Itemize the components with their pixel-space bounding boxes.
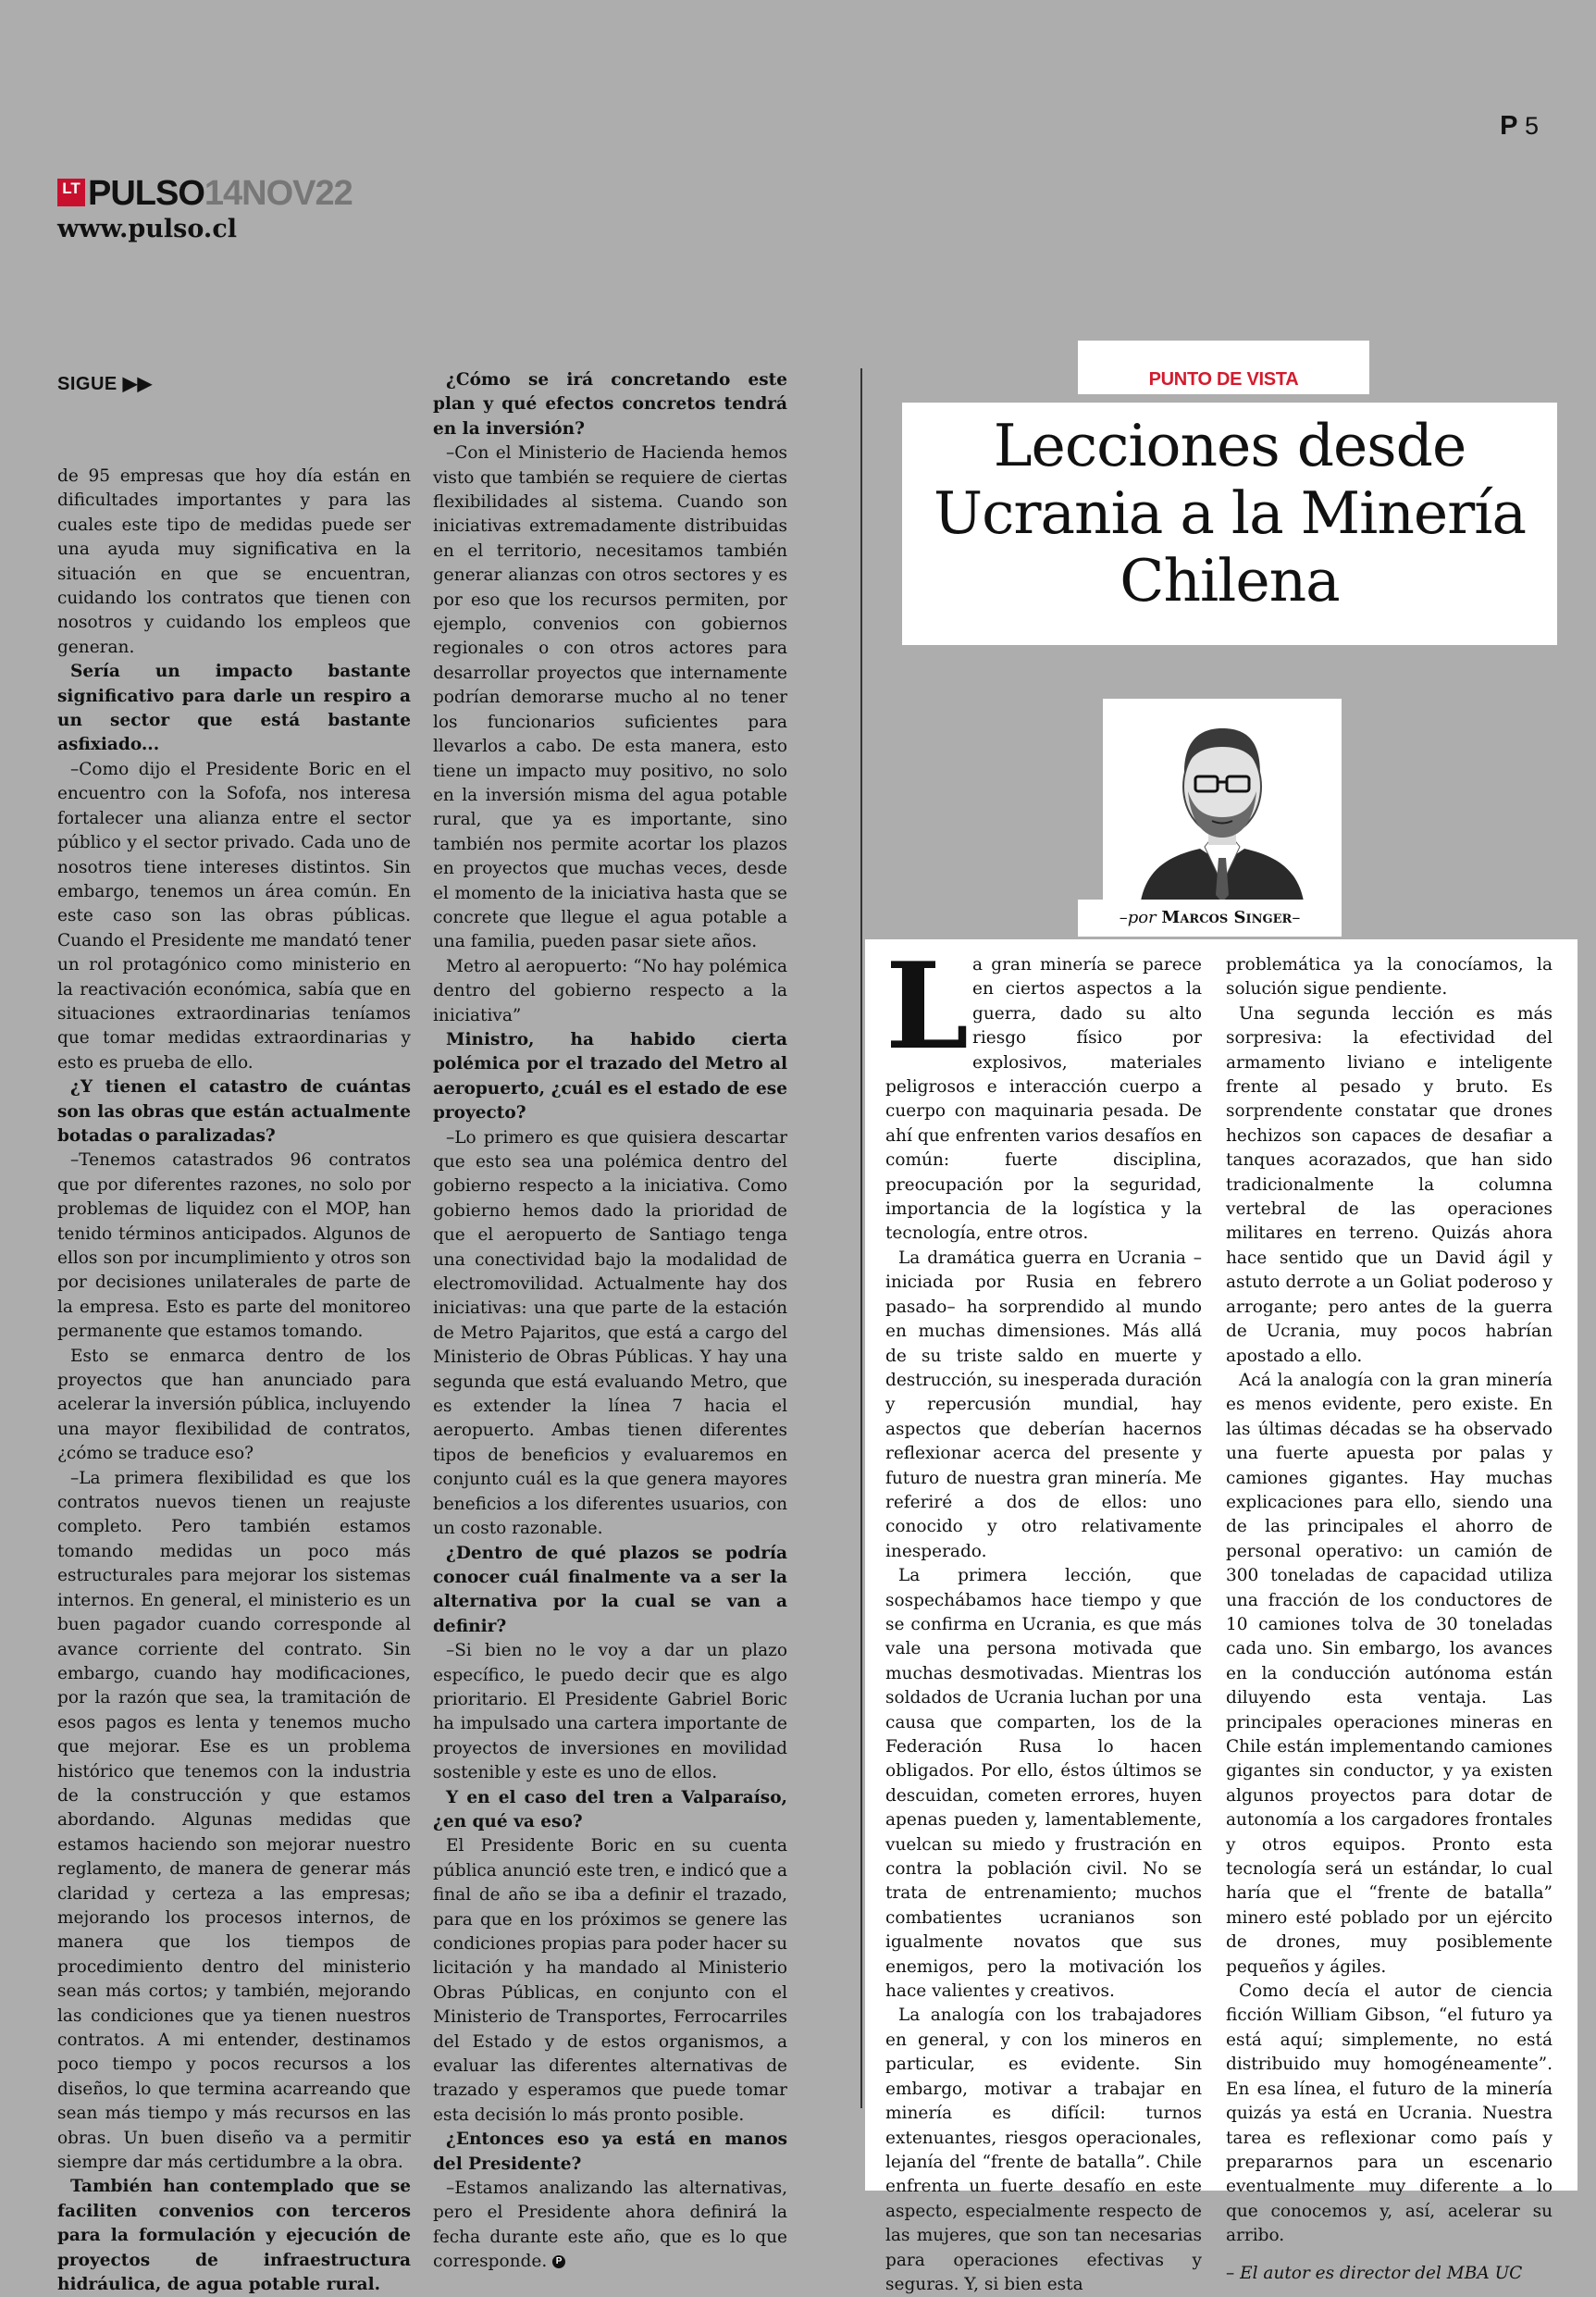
headline-box — [902, 403, 1557, 645]
interview-question: Ministro, ha habido cierta polémica por el trazado del Metro al aeropuerto, ¿cuál es el estado de ese proyecto? — [433, 1029, 787, 1124]
continue-label: SIGUE ▶▶ — [57, 374, 153, 394]
interview-question: También han contemplado que se faciliten convenios con terceros para la formulación y ejecución de proyectos de infraestructura hidráulica, de agua potable rural. — [57, 2177, 411, 2295]
article-paragraph-text: a gran minería se parece en ciertos aspectos a la guerra, dado su alto riesgo físico por explosivos, materiales peligrosos e interacción cuerpo a cuerpo con maquinaria pesada. De ahí que enfrenten varios desafíos en común: fuerte disciplina, preocupación por la seguridad, importancia de la logística y la tecnología, entre otros. — [885, 955, 1202, 1244]
masthead-date: 14NOV22 — [204, 174, 353, 213]
interview-paragraph: El Presidente Boric en su cuenta pública anunció este tren, e indicó que a final de año se iba a definir el trazado, para que en los próximos se genere las condiciones propias para poder hacer su licitación y ha mandado al Ministerio Obras Públicas, en conjunto con el Ministerio de Transportes, Ferrocarriles del Estado y de estos organismos, a evaluar las diferentes alternativas de trazado y esperamos que puede tomar esta decisión lo más pronto posible. — [433, 1836, 787, 2125]
column-divider — [860, 368, 862, 2108]
lt-logo: LT — [57, 179, 85, 206]
end-of-article-icon: P — [552, 2255, 565, 2268]
article-paragraph: Acá la analogía con la gran minería es menos evidente, pero existe. En las últimas décadas se ha observado una fuerte apuesta por palas y camiones gigantes. Hay muchas explicaciones para ello, siendo una de las principales el ahorro de personal operativo: un camión de 300 toneladas de capacidad utiliza una fracción de los conductores de 10 camiones tolva de 30 toneladas cada uno. Sin embargo, los avances en la conducción autónoma están diluyendo esta ventaja. Las principales operaciones mineras en Chile están implementando camiones gigantes sin conductor, y ya existen algunos proyectos para dotar de autonomía a los cargadores frontales y otros equipos. Pronto esta tecnología será un estándar, lo cual haría que el “frente de batalla” minero esté poblado por un ejército de drones, muy posiblemente pequeños y ágiles. — [1226, 1370, 1553, 1977]
interview-paragraph: de 95 empresas que hoy día están en dificultades importantes y para las cuales este tipo de medidas puede ser una ayuda muy significativa en la situación en que se encuentran, cuidando los contratos que tienen con nosotros y cuidando los empleos que generan. — [57, 466, 411, 657]
interview-question: ¿Cómo se irá concretando este plan y qué efectos concretos tendrá en la inversión? — [433, 370, 787, 439]
interview-question: ¿Y tienen el catastro de cuántas son las obras que están actualmente botadas o paralizadas? — [57, 1077, 411, 1146]
masthead — [57, 174, 353, 214]
article-paragraph: problemática ya la conocíamos, la solución sigue pendiente. — [1226, 955, 1553, 1000]
interview-paragraph-text: –Estamos analizando las alternativas, pero el Presidente ahora definirá la fecha durante este año, que es lo que corresponde. — [433, 2179, 787, 2272]
interview-paragraph: –Con el Ministerio de Hacienda hemos visto que también se requiere de ciertas flexibilidades al sistema. Cuando son iniciativas extremadamente distribuidas en el territorio, necesitamos también generar alianzas con otros sectores y es por eso que los recursos permiten, por ejemplo, convenios con gobiernos regionales o con otros actores para desarrollar proyectos que internamente podrían demorarse mucho al no tener los funcionarios suficientes para llevarlos a cabo. De esta manera, esto tiene un impacto muy positivo, no solo en la inversión misma del agua potable rural, que ya es importante, sino también nos permite acortar los plazos en proyectos que muchas veces, desde el momento de la iniciativa hasta que se concrete que llegue el agua potable a una familia, pueden pasar siete años. — [433, 443, 787, 952]
interview-question: ¿Entonces eso ya está en manos del Presidente? — [433, 2129, 787, 2174]
interview-paragraph: –Lo primero es que quisiera descartar que esto sea una polémica dentro del gobierno respecto a la iniciativa. Como gobierno hemos dado la prioridad de que el aeropuerto de Santiago tenga una conectividad bajo la modalidad de electromovilidad. Actualmente hay dos iniciativas: una que parte de la estación de Metro Pajaritos, que está a cargo del Ministerio de Obras Públicas. Y hay una segunda que está evaluando Metro, que es extender la línea 7 hacia el aeropuerto. Ambas tienen diferentes tipos de beneficios y evaluaremos en conjunto cuál es la que genera mayores beneficios a los diferentes usuarios, con un costo razonable. — [433, 1127, 787, 1539]
article-paragraph: La primera lección, que sospechábamos hace tiempo y que se confirma en Ucrania, es que más vale una persona motivada que muchas desmotivadas. Mientras los soldados de Ucrania luchan por una causa que comparten, los de la Federación Rusa lo hacen obligados. Por ello, éstos últimos se descuidan, cometen errores, huyen apenas pueden y, lamentablemente, vuelcan su miedo y frustración en contra la población civil. No se trata de entrenamiento; muchos combatientes ucranianos son igualmente novatos que sus enemigos, pero la motivación los hace valientes y creativos. — [885, 1566, 1202, 2002]
interview-paragraph: –Si bien no le voy a dar un plazo específico, le puedo decir que es algo prioritario. El Presidente Gabriel Boric ha impulsado una cartera importante de proyectos de inversiones en movilidad sostenible y este es uno de ellos. — [433, 1641, 787, 1783]
page-number: P 5 — [1500, 111, 1539, 141]
drop-cap: L — [885, 937, 969, 1076]
interview-question: ¿Dentro de qué plazos se podría conocer cuál finalmente va a ser la alternativa por la cual se van a definir? — [433, 1543, 787, 1636]
author-credit: – El autor es director del MBA UC — [1226, 2263, 1523, 2283]
interview-paragraph: –Como dijo el Presidente Boric en el encuentro con la Sofofa, nos interesa fortalecer una alianza entre el sector público y el sector privado. Cada uno de nosotros tiene intereses distintos. Sin embargo, tenemos un área común. En este caso son las obras públicas. Cuando el Presidente me mandató tener un rol protagónico como ministerio en la reactivación económica, sabía que en situaciones extraordinarias teníamos que tomar medidas extraordinarias y esto es prueba de ello. — [57, 759, 411, 1073]
article-paragraph — [885, 937, 1202, 1247]
interview-paragraph: –Tenemos catastrados 96 contratos que por diferentes razones, no solo por problemas de liquidez con el MOP, han tenido términos anticipados. Algunos de ellos son por incumplimiento y otros son por decisiones unilaterales de parte de la empresa. Esto es parte del monitoreo permanente que estamos tomando. — [57, 1150, 411, 1342]
website-link[interactable]: www.pulso.cl — [57, 215, 238, 243]
article-paragraph: Una segunda lección es más sorpresiva: la efectividad del armamento liviano e inteligente frente al pesado y bruto. Es sorprendente constatar que drones hechizos son capaces de desafiar a tanques acorazados, que han sido tradicionalmente la columna vertebral de las operaciones militares en terreno. Quizás ahora hace sentido que un David ágil y astuto derrote a un Goliat poderoso y arrogante; pero antes de la guerra de Ucrania, muy pocos habrían apostado a ello. — [1226, 1003, 1553, 1366]
headline: Lecciones desde Ucrania a la Minería Chilena — [933, 412, 1527, 615]
article-paragraph: Como decía el autor de ciencia ficción William Gibson, “el futuro ya está aquí; simplemente, no está distribuido muy homogéneamente”. En esa línea, el futuro de la minería quizás ya está en Ucrania. Nuestra tarea es reflexionar como país y prepararnos para un escenario eventualmente muy diferente a lo que conocemos y, así, acelerar su arribo. — [1226, 1981, 1553, 2246]
article-paragraph: La dramática guerra en Ucrania –iniciada por Rusia en febrero pasado– ha sorprendido al mundo en muchas dimensiones. Más allá de su triste saldo en muerte y destrucción, su inesperada duración y repercusión mundial, hay aspectos que deberían hacernos reflexionar acerca del presente y futuro de nuestra gran minería. Me referiré a dos de ellos: uno conocido y otro relativamente inesperado. — [885, 1248, 1202, 1561]
interview-paragraph: Metro al aeropuerto: “No hay polémica dentro del gobierno respecto a la iniciativa” — [433, 956, 787, 1025]
author-portrait-illustration — [1103, 699, 1342, 907]
article-paragraph: La analogía con los trabajadores en general, y con los mineros en particular, es evidente. Sin embargo, motivar a trabajar en minería es difícil: turnos extenuantes, riesgos operacionales, lejanía del “frente de batalla”. Chile enfrenta un fuerte desafío en este aspecto, especialmente respecto de las mujeres, que son tan necesarias para operaciones efectivas y seguras. Y, si bien esta — [885, 2005, 1202, 2294]
interview-column-2 — [433, 368, 787, 2275]
article-column-1 — [885, 937, 1202, 2297]
interview-paragraph: Esto se enmarca dentro de los proyectos que han anunciado para acelerar la inversión pública, incluyendo una mayor flexibilidad de contratos, ¿cómo se traduce eso? — [57, 1346, 411, 1464]
author-name: Marcos Singer — [1161, 908, 1293, 927]
interview-question: Sería un impacto bastante significativo para darle un respiro a un sector que está bastante asfixiado... — [57, 662, 411, 755]
article-column-2 — [1226, 953, 1553, 2286]
interview-column-1 — [57, 465, 411, 2297]
masthead-name: PULSO — [88, 174, 204, 213]
section-tag: PUNTO DE VISTA — [1078, 341, 1369, 394]
interview-paragraph — [433, 2177, 787, 2275]
interview-paragraph: –La primera flexibilidad es que los contratos nuevos tienen un reajuste completo. Pero también estamos tomando medidas un poco más estructurales para mejorar los sistemas internos. En general, el ministerio es un buen pagador cuando corresponde al avance corriente del contrato. Sin embargo, cuando hay modificaciones, por la razón que sea, la tramitación de esos pagos es lenta y tenemos mucho que mejorar. Ese es un problema histórico que tenemos con la industria de la construcción y que estamos abordando. Algunas medidas que estamos haciendo son mejorar nuestro reglamento, de manera de generar más claridad y certeza a las empresas; mejorando los procesos internos, de manera que los tiempos de procedimiento dentro del ministerio sean más cortos; y también, mejorando las condiciones que ya tienen nuestros contratos. A mi entender, destinamos poco tiempo y pocos recursos a los diseños, lo que termina acarreando que sean más tiempo y más recursos en las obras. Un buen diseño va a permitir siempre dar más certidumbre a la obra. — [57, 1468, 411, 2173]
interview-question: Y en el caso del tren a Valparaíso, ¿en qué va eso? — [433, 1787, 787, 1831]
byline: –por Marcos Singer– — [1078, 900, 1342, 937]
